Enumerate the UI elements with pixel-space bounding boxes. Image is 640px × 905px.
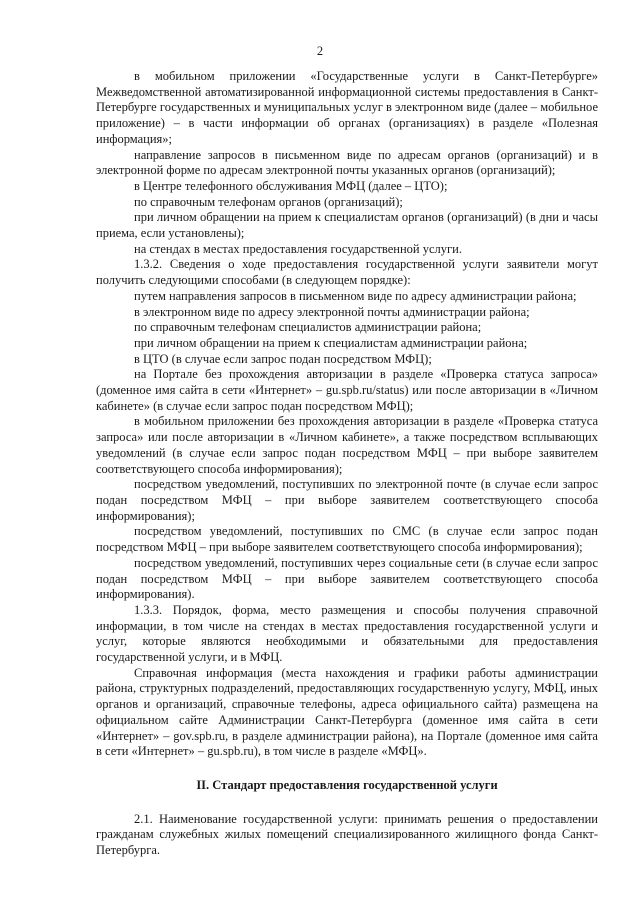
paragraph: по справочным телефонам органов (организаций);	[134, 194, 403, 209]
paragraph: в мобильном приложении «Государственные услуги в Санкт-Петербурге» Межведомственной автоматизированной информационной системы предоставления в Санкт-Петербурге государственных и муниципальных услуг в электронном виде (далее – мобильное приложение) – в части информации об органах (организациях) в разделе «Полезная информация»;	[96, 69, 598, 146]
paragraph: посредством уведомлений, поступивших через социальные сети (в случае если запрос подан посредством МФЦ – при выборе заявителем соответствующего способа информирования).	[96, 555, 598, 602]
paragraph: посредством уведомлений, поступивших по электронной почте (в случае если запрос подан посредством МФЦ – при выборе заявителем соответствующего способа информирования);	[96, 477, 598, 523]
paragraph: в Центре телефонного обслуживания МФЦ (далее – ЦТО);	[134, 178, 448, 193]
paragraph: 1.3.3. Порядок, форма, место размещения и способы получения справочной информации, в том числе на стендах в местах предоставления государственной услуги и услуг, которые являются необходимыми и обязательными для предоставления государственной услуги, и в МФЦ.	[96, 602, 598, 665]
paragraph: в электронном виде по адресу электронной почты администрации района;	[134, 304, 530, 319]
section-heading: II. Стандарт предоставления государственной услуги	[196, 777, 498, 792]
spacer	[96, 794, 598, 812]
paragraph: при личном обращении на прием к специалистам органов (организаций) (в дни и часы приема, если установлены);	[96, 210, 598, 241]
paragraph: по справочным телефонам специалистов администрации района;	[134, 320, 482, 335]
paragraph: направление запросов в письменном виде по адресам органов (организаций) и в электронной форме по адресам электронной почты указанных органов (организаций);	[96, 147, 598, 178]
paragraph: Справочная информация (места нахождения и графики работы администрации района, структурных подразделений, предоставляющих государственную услугу, МФЦ, иных органов и организаций, справочные телефоны, адреса официального сайта) размещена на официальном сайте Администрации Санкт-Петербурга (доменное имя сайта в сети «Интернет» – gov.spb.ru, в разделе администрации района), на Портале (доменное имя сайта в сети «Интернет» – gu.spb.ru), в том числе в разделе «МФЦ».	[96, 665, 598, 759]
page-number: 2	[316, 44, 324, 58]
document-body	[96, 69, 598, 859]
paragraph: путем направления запросов в письменном виде по адресу администрации района;	[134, 288, 577, 303]
spacer	[96, 760, 598, 778]
paragraph: на стендах в местах предоставления государственной услуги.	[134, 241, 462, 256]
paragraph: при личном обращении на прием к специалистам администрации района;	[134, 335, 528, 350]
paragraph: 1.3.2. Сведения о ходе предоставления государственной услуги заявители могут получить следующими способами (в следующем порядке):	[96, 257, 598, 288]
paragraph: на Портале без прохождения авторизации в разделе «Проверка статуса запроса» (доменное имя сайта в сети «Интернет» – gu.spb.ru/status) или после авторизации в «Личном кабинете» (в случае если запрос подан посредством МФЦ);	[96, 367, 598, 413]
paragraph: в мобильном приложении без прохождения авторизации в разделе «Проверка статуса запроса» или после авторизации в «Личном кабинете», а также посредством всплывающих уведомлений (в случае если запрос подан посредством МФЦ – при выборе заявителем соответствующего способа информирования);	[96, 414, 598, 476]
paragraph: 2.1. Наименование государственной услуги: принимать решения о предоставлении гражданам служебных жилых помещений специализированного жилищного фонда Санкт-Петербурга.	[96, 811, 598, 858]
paragraph: в ЦТО (в случае если запрос подан посредством МФЦ);	[134, 351, 432, 366]
paragraph: посредством уведомлений, поступивших по СМС (в случае если запрос подан посредством МФЦ – при выборе заявителем соответствующего способа информирования);	[96, 524, 598, 555]
